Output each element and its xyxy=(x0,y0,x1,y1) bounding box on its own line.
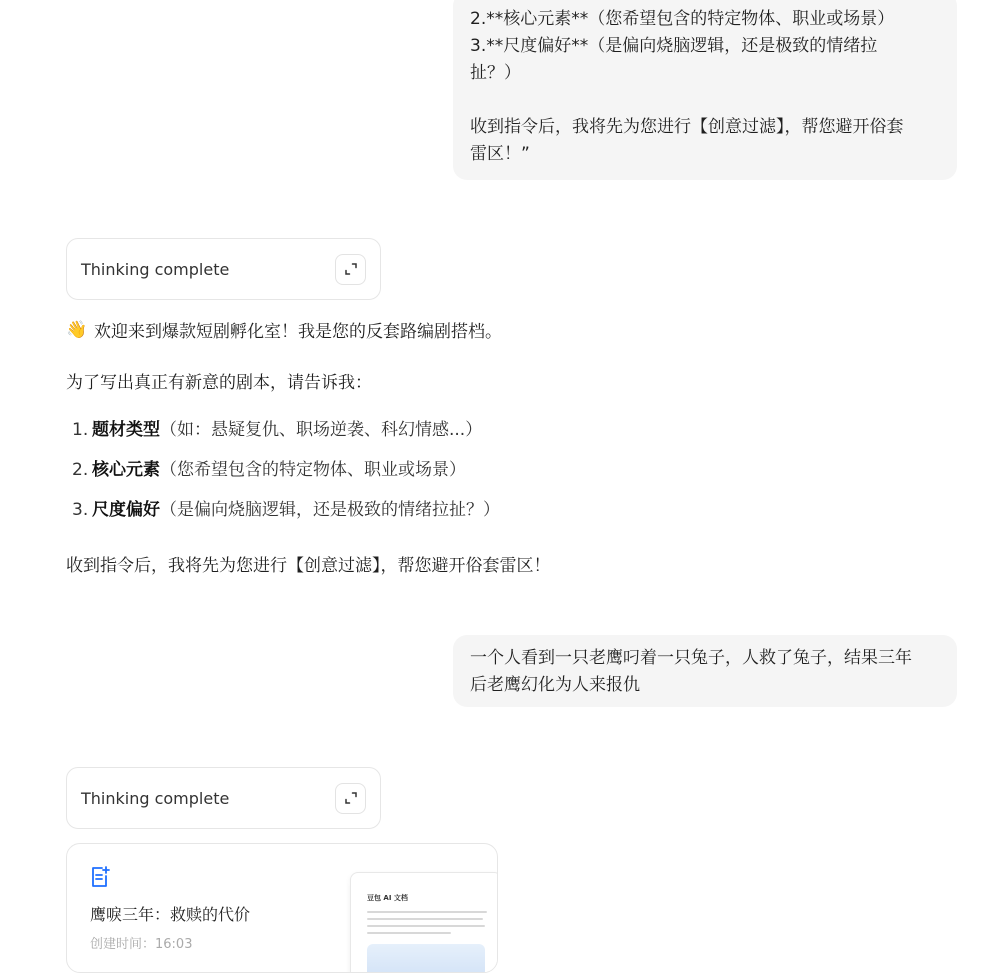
list-description: （您希望包含的特定物体、职业或场景） xyxy=(160,460,466,480)
list-number: 2. xyxy=(72,460,89,480)
message-line: 雷区！” xyxy=(470,144,530,164)
document-card[interactable] xyxy=(66,843,498,973)
list-term: 尺度偏好 xyxy=(92,500,160,520)
list-description: （如：悬疑复仇、职场逆袭、科幻情感...） xyxy=(160,420,483,440)
expand-button[interactable] xyxy=(335,783,366,814)
list-number: 1. xyxy=(72,420,89,440)
thinking-status-card[interactable] xyxy=(66,767,381,829)
message-line: 一个人看到一只老鹰叼着一只兔子，人救了兔子，结果三年 xyxy=(470,648,912,668)
list-item xyxy=(72,458,932,498)
message-line: 后老鹰幻化为人来报仇 xyxy=(470,675,640,695)
preview-text-line xyxy=(367,932,451,934)
thinking-status-card[interactable] xyxy=(66,238,381,300)
thinking-label: Thinking complete xyxy=(81,259,230,279)
document-created-time: 创建时间：16:03 xyxy=(90,937,193,952)
list-item xyxy=(72,498,932,538)
list-number: 3. xyxy=(72,500,89,520)
expand-icon xyxy=(344,262,358,276)
list-description: （是偏向烧脑逻辑，还是极致的情绪拉扯？） xyxy=(160,500,500,520)
preview-image xyxy=(367,944,485,973)
document-add-icon xyxy=(90,866,110,892)
message-line: 扯？） xyxy=(470,63,521,83)
waving-hand-icon: 👋 xyxy=(66,319,88,340)
list-term: 核心元素 xyxy=(92,460,160,480)
preview-text-line xyxy=(367,925,485,927)
assistant-closing: 收到指令后，我将先为您进行【创意过滤】，帮您避开俗套雷区！ xyxy=(66,556,551,576)
user-message-bubble xyxy=(453,0,957,180)
preview-text-line xyxy=(367,911,487,913)
expand-icon xyxy=(344,791,358,805)
requirements-list xyxy=(72,418,932,538)
thinking-label: Thinking complete xyxy=(81,788,230,808)
message-line: 收到指令后，我将先为您进行【创意过滤】，帮您避开俗套 xyxy=(470,117,904,137)
assistant-intro: 为了写出真正有新意的剧本，请告诉我： xyxy=(66,373,372,393)
welcome-text: 欢迎来到爆款短剧孵化室！我是您的反套路编剧搭档。 xyxy=(94,322,502,342)
list-term: 题材类型 xyxy=(92,420,160,440)
preview-title: 豆包 AI 文档 xyxy=(367,894,408,902)
list-item xyxy=(72,418,932,458)
document-title: 鹰唳三年：救赎的代价 xyxy=(90,905,251,924)
assistant-welcome xyxy=(66,317,946,342)
preview-text-line xyxy=(367,918,483,920)
message-line: 3.**尺度偏好**（是偏向烧脑逻辑，还是极致的情绪拉 xyxy=(470,36,878,56)
message-line xyxy=(470,87,939,114)
user-message-bubble xyxy=(453,635,957,707)
document-preview-thumbnail xyxy=(350,872,498,973)
expand-button[interactable] xyxy=(335,254,366,285)
message-line: 2.**核心元素**（您希望包含的特定物体、职业或场景） xyxy=(470,9,895,29)
